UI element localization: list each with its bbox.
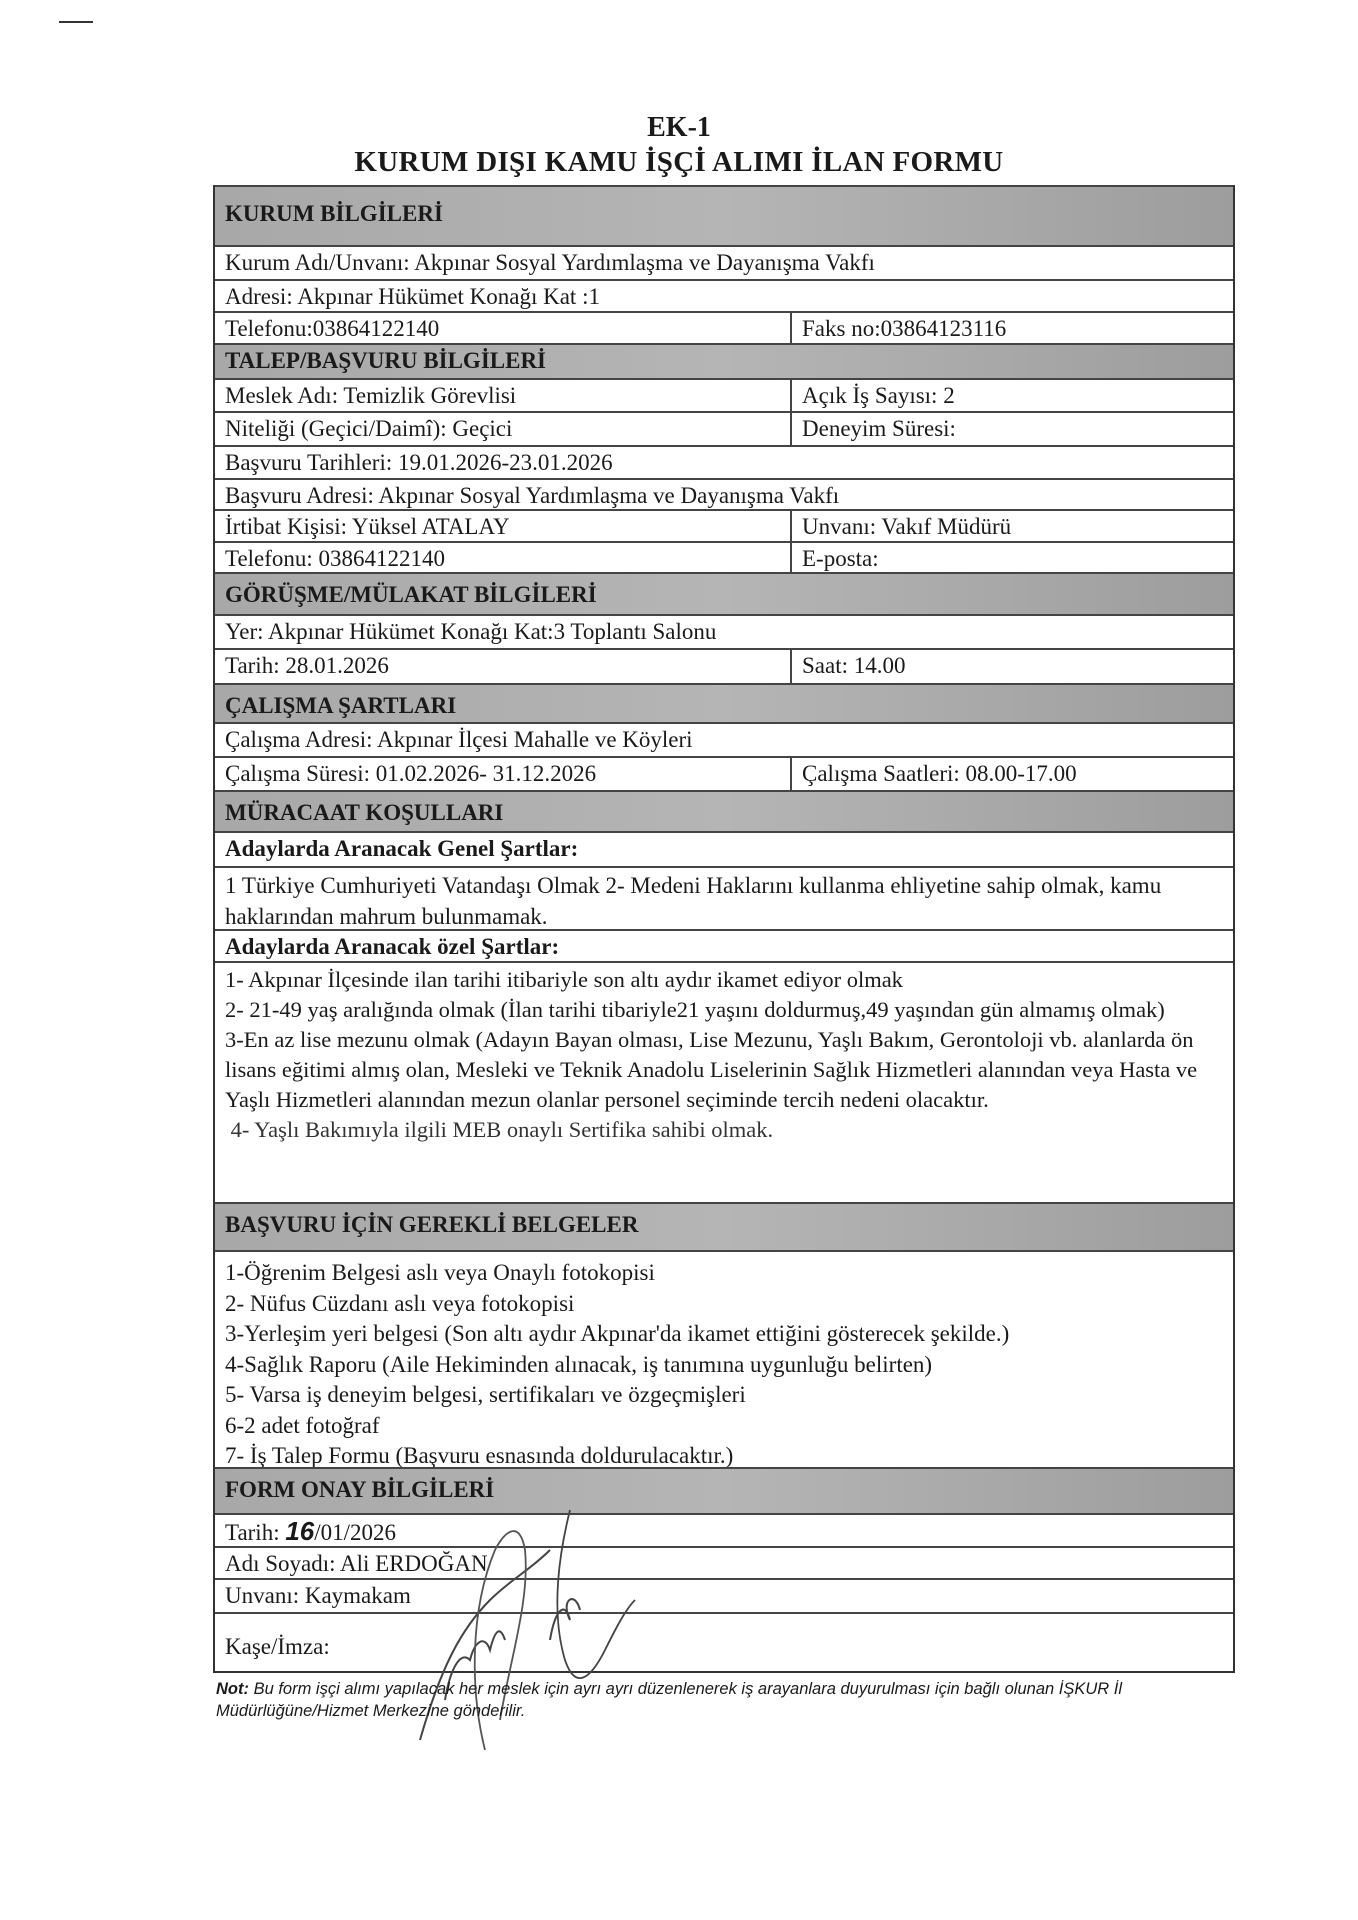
institution-phone: Telefonu:03864122140 — [215, 313, 792, 343]
field-row — [215, 478, 1233, 509]
annex-label: EK-1 — [647, 112, 711, 143]
special-condition: 2- 21-49 yaş aralığında olmak (İlan tarihi tibariyle21 yaşını doldurmuş,49 yaşından gün almamış olmak) — [225, 997, 1165, 1022]
note-text: Bu form işçi alımı yapılacak her meslek için ayrı ayrı düzenlenerek iş arayanlara duyurulması için bağlı olunan İŞKUR İl Müdürlüğüne/Hizmet Merkezine gönderilir. — [216, 1680, 1123, 1720]
section-title: BAŞVURU İÇİN GEREKLİ BELGELER — [225, 1212, 639, 1237]
field-row — [215, 648, 1233, 683]
contact-person: İrtibat Kişisi: Yüksel ATALAY — [215, 511, 792, 541]
special-condition: 4- Yaşlı Bakımıyla ilgili MEB onaylı Sertifika sahibi olmak. — [225, 1117, 774, 1142]
section-header-talep — [215, 343, 1233, 378]
experience: Deneyim Süresi: — [802, 416, 956, 441]
field-row — [215, 245, 1233, 279]
work-address: Çalışma Adresi: Akpınar İlçesi Mahalle ve Köyleri — [225, 727, 693, 752]
document-item: 6-2 adet fotoğraf — [225, 1412, 380, 1438]
section-title: KURUM BİLGİLERİ — [225, 201, 443, 226]
approver-name: Adı Soyadı: Ali ERDOĞAN — [225, 1551, 488, 1576]
contact-phone: Telefonu: 03864122140 — [215, 543, 792, 572]
section-title: GÖRÜŞME/MÜLAKAT BİLGİLERİ — [225, 582, 597, 607]
document-item: 1-Öğrenim Belgesi aslı veya Onaylı fotokopisi — [225, 1260, 655, 1285]
section-header-onay — [215, 1467, 1233, 1513]
general-conditions-title: Adaylarda Aranacak Genel Şartlar: — [225, 836, 579, 861]
field-row — [215, 866, 1233, 929]
handwritten-day: 16 — [285, 1516, 315, 1546]
footnote — [216, 1678, 1226, 1722]
field-row — [215, 1250, 1233, 1467]
application-address: Başvuru Adresi: Akpınar Sosyal Yardımlaşma ve Dayanışma Vakfı — [225, 483, 840, 508]
field-row — [215, 1513, 1233, 1546]
special-conditions-title: Adaylarda Aranacak özel Şartlar: — [225, 934, 560, 959]
document-item: 7- İş Talep Formu (Başvuru esnasında doldurulacaktır.) — [225, 1443, 734, 1467]
application-dates: Başvuru Tarihleri: 19.01.2026-23.01.2026 — [225, 450, 613, 475]
work-period: Çalışma Süresi: 01.02.2026- 31.12.2026 — [215, 758, 792, 790]
field-row — [215, 929, 1233, 961]
contact-title: Unvanı: Vakıf Müdürü — [802, 514, 1012, 539]
field-row — [215, 445, 1233, 478]
date-rest: /01/2026 — [314, 1520, 397, 1545]
field-row — [215, 831, 1233, 866]
field-row — [215, 961, 1233, 1202]
open-jobs: Açık İş Sayısı: 2 — [802, 383, 955, 408]
interview-time: Saat: 14.00 — [802, 653, 906, 678]
field-row — [215, 378, 1233, 411]
institution-fax: Faks no:03864123116 — [802, 316, 1007, 341]
contact-email: E-posta: — [802, 546, 879, 571]
stamp-signature: Kaşe/İmza: — [225, 1634, 330, 1659]
field-row — [215, 756, 1233, 790]
field-row — [215, 722, 1233, 756]
approver-title: Unvanı: Kaymakam — [225, 1583, 411, 1608]
institution-address: Adresi: Akpınar Hükümet Konağı Kat :1 — [225, 284, 600, 309]
announcement-form — [213, 185, 1235, 1673]
field-row — [215, 411, 1233, 445]
section-header-kurum — [215, 185, 1233, 245]
document-item: 5- Varsa iş deneyim belgesi, sertifikaları ve özgeçmişleri — [225, 1382, 746, 1407]
scan-mark — [59, 21, 93, 23]
section-header-muracaat — [215, 790, 1233, 831]
interview-place: Yer: Akpınar Hükümet Konağı Kat:3 Toplantı Salonu — [225, 619, 717, 644]
field-row — [215, 1546, 1233, 1578]
institution-name: Kurum Adı/Unvanı: Akpınar Sosyal Yardımlaşma ve Dayanışma Vakfı — [225, 250, 875, 275]
profession: Meslek Adı: Temizlik Görevlisi — [215, 380, 792, 411]
documents-list — [215, 1252, 1233, 1467]
date-label: Tarih: — [225, 1520, 286, 1545]
section-title: FORM ONAY BİLGİLERİ — [225, 1477, 495, 1502]
section-header-calisma — [215, 683, 1233, 722]
section-title: MÜRACAAT KOŞULLARI — [225, 800, 504, 825]
field-row — [215, 279, 1233, 311]
work-hours: Çalışma Saatleri: 08.00-17.00 — [802, 761, 1077, 786]
approval-date — [215, 1515, 1233, 1546]
section-title: ÇALIŞMA ŞARTLARI — [225, 693, 457, 718]
field-row — [215, 614, 1233, 648]
field-row — [215, 311, 1233, 343]
field-row — [215, 1612, 1233, 1671]
special-condition: 3-En az lise mezunu olmak (Adayın Bayan olması, Lise Mezunu, Yaşlı Bakım, Gerontoloji vb. alanlarda ön lisans eğitimi almış olan, Mesleki ve Teknik Anadolu Liselerinin Sağlık Hizmetleri alanından veya Hasta ve Yaşlı Hizmetleri alanından mezun olanlar personel seçiminde tercih nedeni olacaktır. — [225, 1027, 1198, 1112]
field-row — [215, 509, 1233, 541]
field-row — [215, 541, 1233, 572]
interview-date: Tarih: 28.01.2026 — [215, 650, 792, 683]
section-title: TALEP/BAŞVURU BİLGİLERİ — [225, 348, 547, 373]
section-header-gorusme — [215, 572, 1233, 614]
document-item: 4-Sağlık Raporu (Aile Hekiminden alınacak, iş tanımına uygunluğu belirten) — [225, 1351, 933, 1377]
document-item: 3-Yerleşim yeri belgesi (Son altı aydır Akpınar'da ikamet ettiğini gösterecek şekilde.) — [225, 1321, 1010, 1346]
job-nature: Niteliği (Geçici/Daimî): Geçici — [215, 413, 792, 445]
special-conditions-list — [215, 963, 1233, 1202]
section-header-belgeler — [215, 1202, 1233, 1250]
note-label: Not: — [216, 1680, 249, 1698]
special-condition: 1- Akpınar İlçesinde ilan tarihi itibariyle son altı aydır ikamet ediyor olmak — [225, 967, 903, 992]
field-row — [215, 1578, 1233, 1612]
page-title: KURUM DIŞI KAMU İŞÇİ ALIMI İLAN FORMU — [354, 146, 1004, 178]
document-item: 2- Nüfus Cüzdanı aslı veya fotokopisi — [225, 1290, 575, 1316]
general-conditions-text: 1 Türkiye Cumhuriyeti Vatandaşı Olmak 2- Medeni Haklarını kullanma ehliyetine sahip olmak, kamu haklarından mahrum bulunmamak. — [225, 873, 1162, 929]
